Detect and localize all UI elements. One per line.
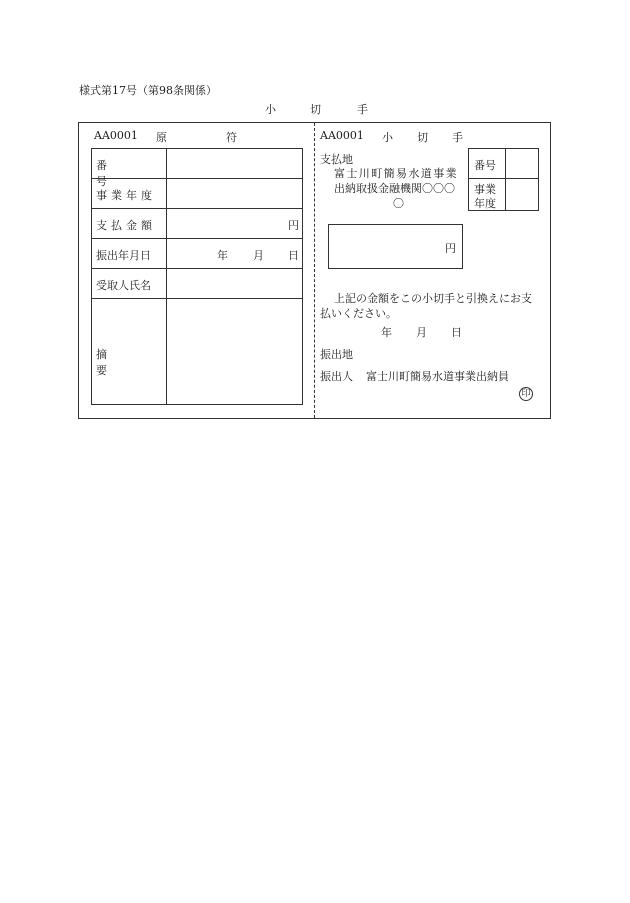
check-day-label: 日 [451,326,462,339]
payment-place-label: 支払地 [320,153,353,166]
stub-table [91,148,303,405]
stub-header-char-1: 原 [156,131,167,144]
check-header-char-1: 小 [382,131,393,144]
seal-mark: 印 [519,387,533,401]
issue-place-label: 振出地 [320,348,353,361]
perforation-line [314,123,315,418]
check-number-year-table [468,148,539,211]
stub-day-label: 日 [288,249,299,262]
payment-place-line-3: 〇 [393,197,404,210]
check-amount-box [328,224,463,269]
stub-number-label: 番号 [96,159,145,188]
check-header-char-3: 手 [452,131,463,144]
stub-amount-unit: 円 [288,219,299,232]
stub-month-label: 月 [253,249,264,262]
title-char-2: 切 [310,103,321,116]
stub-year-label: 年 [217,249,228,262]
stub-fiscal-year-label: 事業年度 [96,189,156,202]
stub-amount-label: 支払金額 [96,219,156,232]
statement-line-1: 上記の金額をこの小切手と引換えにお支 [334,292,532,305]
check-number-label: 番号 [474,159,496,172]
title-char-3: 手 [357,103,368,116]
issuer-label: 振出人 [320,370,353,383]
check-fiscal-year-label-2: 年度 [474,197,496,210]
issuer-name: 富士川町簡易水道事業出納員 [366,370,509,383]
check-header-char-2: 切 [417,131,428,144]
stub-header-char-2: 符 [226,131,237,144]
title-char-1: 小 [265,103,276,116]
form-number-label: 様式第17号（第98条関係） [79,84,217,97]
check-year-label: 年 [381,326,392,339]
stub-payee-label: 受取人氏名 [96,279,151,292]
payment-place-line-1: 富士川町簡易水道事業 [334,167,458,180]
check-fiscal-year-label-1: 事業 [474,183,496,196]
payment-place-line-2: 出納取扱金融機関〇〇〇 [334,182,455,195]
stub-serial-number: AA0001 [94,129,138,142]
statement-line-2: 払いください。 [320,307,397,320]
check-month-label: 月 [416,326,427,339]
check-serial-number: AA0001 [320,129,364,142]
stub-summary-label: 摘要 [96,348,149,377]
check-amount-unit: 円 [445,242,456,255]
stub-issue-date-label: 振出年月日 [96,249,151,262]
